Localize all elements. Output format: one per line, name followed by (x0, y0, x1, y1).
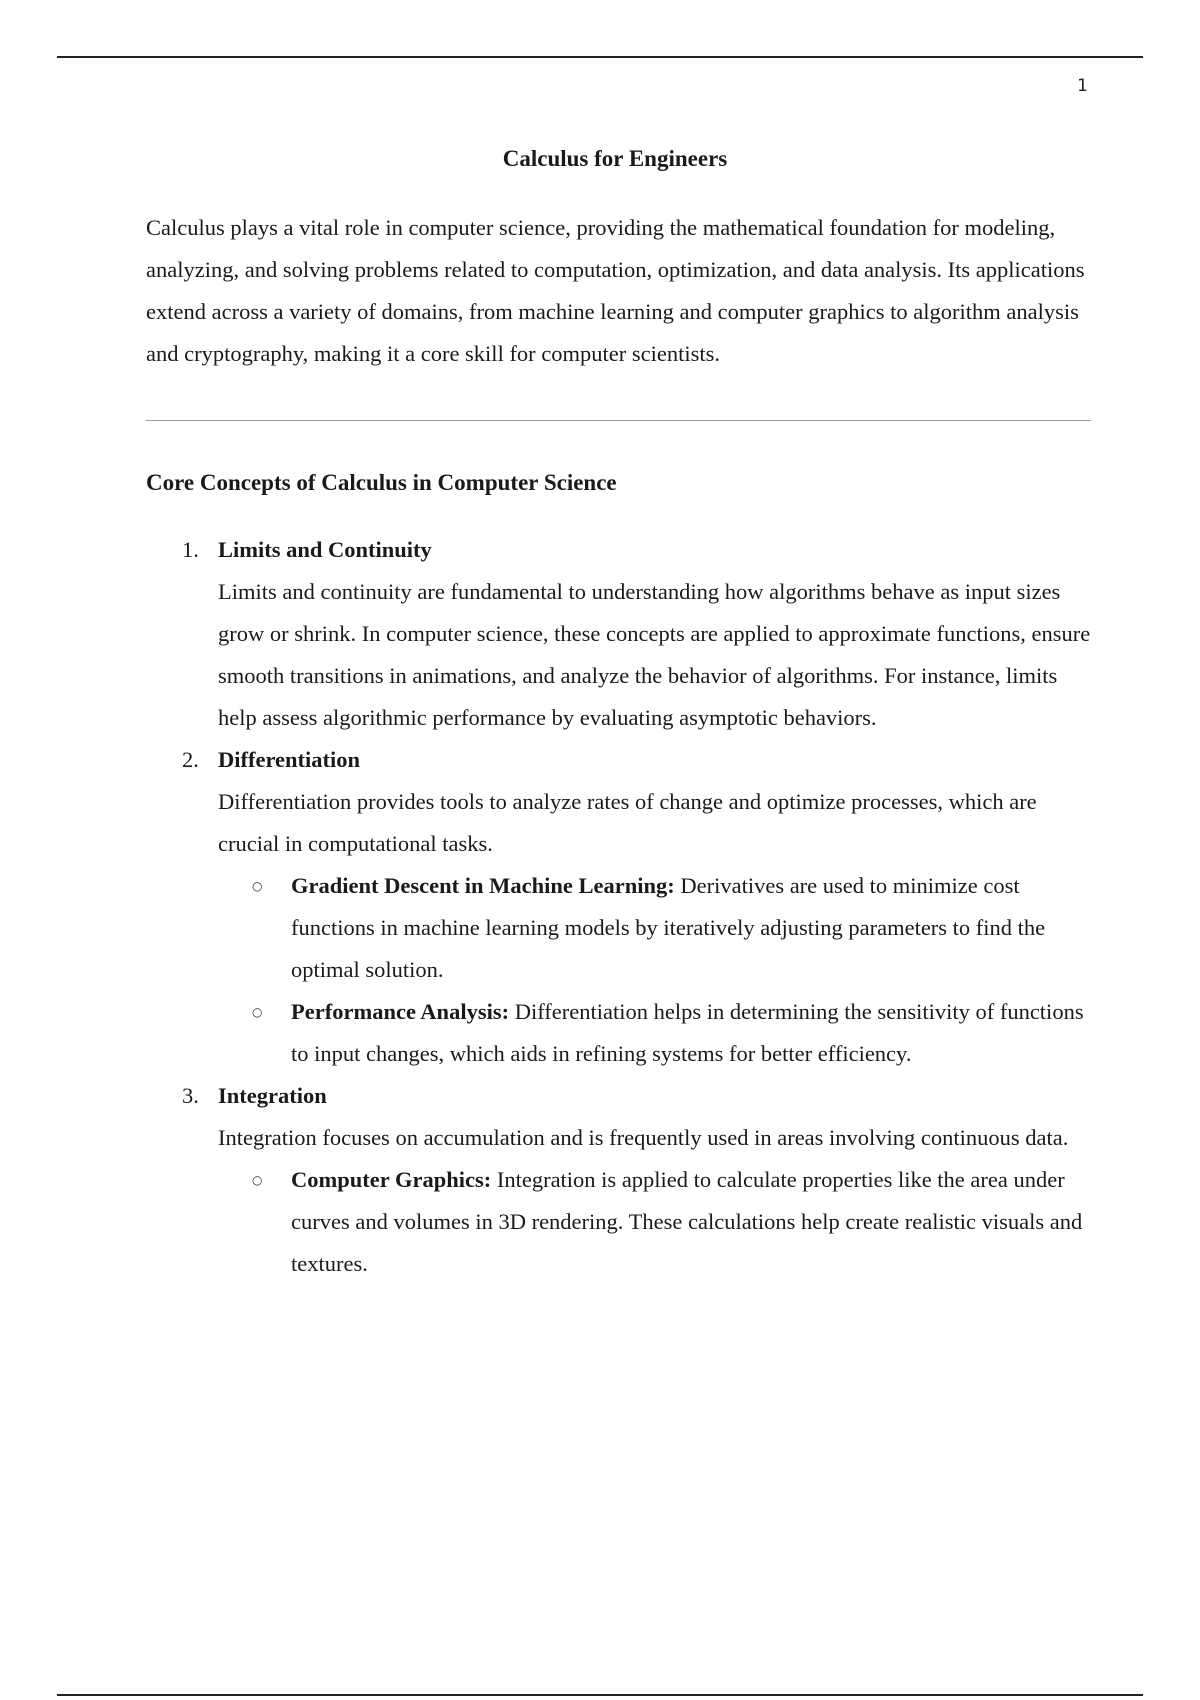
sub-list (218, 865, 1091, 1075)
document-body (146, 207, 1091, 1285)
sub-item-performance-analysis (218, 991, 1091, 1075)
sub-item-gradient-descent (218, 865, 1091, 991)
document-title: Calculus for Engineers (502, 146, 728, 171)
list-number: 3. (182, 1083, 199, 1108)
sub-item-label: Gradient Descent in Machine Learning: (291, 873, 675, 898)
section-heading: Core Concepts of Calculus in Computer Science (146, 470, 617, 495)
circle-bullet-icon: ○ (252, 1005, 263, 1019)
concept-description: Limits and continuity are fundamental to understanding how algorithms behave as input sizes grow or shrink. In computer science, these concepts are applied to approximate functions, ensure smooth transitions in animations, and analyze the behavior of algorithms. For instance, limits help assess algorithmic performance by evaluating asymptotic behaviors. (218, 579, 1091, 730)
sub-item-text: Differentiation helps in determining the sensitivity of functions to input changes, which aids in refining systems for better efficiency. (291, 999, 1084, 1066)
circle-bullet-icon: ○ (252, 1173, 263, 1187)
sub-item-computer-graphics (218, 1159, 1091, 1285)
sub-item-text: Derivatives are used to minimize cost functions in machine learning models by iteratively adjusting parameters to find the optimal solution. (291, 873, 1046, 982)
sub-list (218, 1159, 1091, 1285)
footer-rule (57, 1694, 1143, 1696)
concept-description: Integration focuses on accumulation and is frequently used in areas involving continuous data. (218, 1125, 1069, 1150)
concept-title: Limits and Continuity (218, 537, 432, 562)
sub-item-label: Performance Analysis: (291, 999, 510, 1024)
page-number: 1 (1077, 76, 1088, 96)
concept-item-differentiation (146, 739, 1091, 1075)
concepts-list (146, 529, 1091, 1285)
header-rule (57, 56, 1143, 58)
concept-description: Differentiation provides tools to analyze rates of change and optimize processes, which are crucial in computational tasks. (218, 789, 1037, 856)
list-number: 1. (182, 537, 199, 562)
concept-title: Integration (218, 1083, 327, 1108)
concept-title: Differentiation (218, 747, 361, 772)
concept-item-limits (146, 529, 1091, 739)
intro-paragraph: Calculus plays a vital role in computer science, providing the mathematical foundation for modeling, analyzing, and solving problems related to computation, optimization, and data analysis. Its applications extend across a variety of domains, from machine learning and computer graphics to algorithm analysis and cryptography, making it a core skill for computer scientists. (146, 215, 1085, 366)
list-number: 2. (182, 747, 199, 772)
concept-item-integration (146, 1075, 1091, 1285)
section-divider (146, 420, 1091, 421)
sub-item-label: Computer Graphics: (291, 1167, 492, 1192)
sub-item-text: Integration is applied to calculate properties like the area under curves and volumes in 3D rendering. These calculations help create realistic visuals and textures. (291, 1167, 1083, 1276)
circle-bullet-icon: ○ (252, 879, 263, 893)
